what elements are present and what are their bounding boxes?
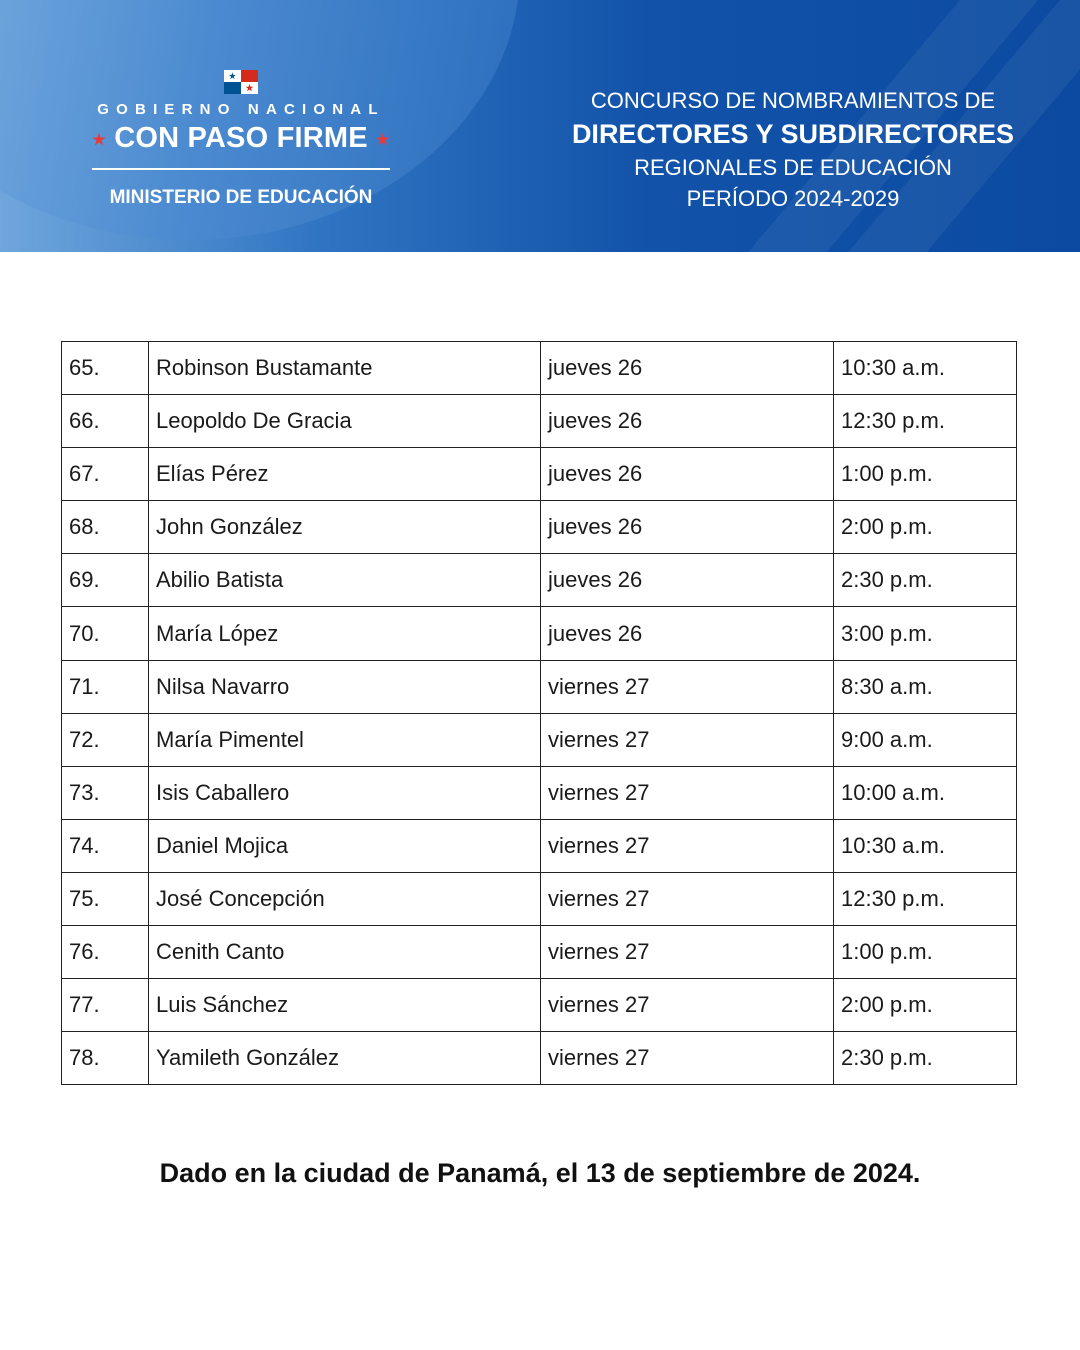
header-banner — [0, 0, 1080, 252]
schedule-table-body — [62, 342, 1017, 1085]
candidate-name: Luis Sánchez — [149, 979, 541, 1032]
table-row — [62, 607, 1017, 660]
page-title — [560, 86, 1026, 214]
interview-time: 12:30 p.m. — [834, 872, 1017, 925]
interview-day: viernes 27 — [541, 713, 834, 766]
candidate-name: Daniel Mojica — [149, 819, 541, 872]
candidate-name: Elías Pérez — [149, 448, 541, 501]
candidate-name: John González — [149, 501, 541, 554]
row-number: 75. — [62, 872, 149, 925]
table-row — [62, 448, 1017, 501]
title-line-4: PERÍODO 2024-2029 — [686, 186, 900, 211]
schedule-table — [61, 341, 1017, 1085]
row-number: 71. — [62, 660, 149, 713]
star-icon: ★ — [92, 131, 106, 149]
table-row — [62, 926, 1017, 979]
interview-day: jueves 26 — [541, 501, 834, 554]
row-number: 69. — [62, 554, 149, 607]
interview-day: jueves 26 — [541, 342, 834, 395]
table-row — [62, 342, 1017, 395]
footer-note: Dado en la ciudad de Panamá, el 13 de septiembre de 2024. — [159, 1158, 921, 1188]
logo-top-text: GOBIERNO NACIONAL — [97, 101, 385, 118]
table-row — [62, 1032, 1017, 1085]
interview-time: 8:30 a.m. — [834, 660, 1017, 713]
table-row — [62, 554, 1017, 607]
candidate-name: Isis Caballero — [149, 766, 541, 819]
interview-day: viernes 27 — [541, 872, 834, 925]
interview-day: viernes 27 — [541, 660, 834, 713]
interview-day: viernes 27 — [541, 979, 834, 1032]
interview-time: 2:30 p.m. — [834, 1032, 1017, 1085]
candidate-name: Cenith Canto — [149, 926, 541, 979]
table-row — [62, 819, 1017, 872]
title-line-1: CONCURSO DE NOMBRAMIENTOS DE — [590, 88, 996, 113]
interview-time: 10:30 a.m. — [834, 819, 1017, 872]
row-number: 77. — [62, 979, 149, 1032]
candidate-name: Abilio Batista — [149, 554, 541, 607]
table-row — [62, 713, 1017, 766]
interview-time: 10:00 a.m. — [834, 766, 1017, 819]
title-line-3: REGIONALES DE EDUCACIÓN — [634, 155, 952, 180]
interview-time: 2:30 p.m. — [834, 554, 1017, 607]
table-row — [62, 766, 1017, 819]
interview-time: 10:30 a.m. — [834, 342, 1017, 395]
row-number: 76. — [62, 926, 149, 979]
interview-time: 12:30 p.m. — [834, 395, 1017, 448]
panama-flag-icon — [224, 70, 258, 94]
logo-divider — [92, 168, 390, 170]
table-row — [62, 395, 1017, 448]
row-number: 65. — [62, 342, 149, 395]
interview-day: jueves 26 — [541, 554, 834, 607]
interview-time: 1:00 p.m. — [834, 926, 1017, 979]
interview-day: jueves 26 — [541, 448, 834, 501]
interview-time: 2:00 p.m. — [834, 979, 1017, 1032]
interview-day: viernes 27 — [541, 926, 834, 979]
table-row — [62, 501, 1017, 554]
candidate-name: Yamileth González — [149, 1032, 541, 1085]
title-line-2: DIRECTORES Y SUBDIRECTORES — [571, 119, 1015, 149]
interview-time: 9:00 a.m. — [834, 713, 1017, 766]
candidate-name: Nilsa Navarro — [149, 660, 541, 713]
candidate-name: María Pimentel — [149, 713, 541, 766]
row-number: 70. — [62, 607, 149, 660]
row-number: 68. — [62, 501, 149, 554]
row-number: 78. — [62, 1032, 149, 1085]
interview-day: viernes 27 — [541, 819, 834, 872]
interview-day: viernes 27 — [541, 766, 834, 819]
logo-main-label: CON PASO FIRME — [114, 122, 368, 154]
table-row — [62, 660, 1017, 713]
row-number: 67. — [62, 448, 149, 501]
candidate-name: María López — [149, 607, 541, 660]
table-row — [62, 872, 1017, 925]
interview-day: jueves 26 — [541, 607, 834, 660]
row-number: 73. — [62, 766, 149, 819]
candidate-name: Robinson Bustamante — [149, 342, 541, 395]
interview-time: 3:00 p.m. — [834, 607, 1017, 660]
candidate-name: Leopoldo De Gracia — [149, 395, 541, 448]
ministry-name: MINISTERIO DE EDUCACIÓN — [109, 187, 373, 208]
star-icon: ★ — [376, 131, 390, 149]
interview-time: 1:00 p.m. — [834, 448, 1017, 501]
logo-main-text — [92, 122, 390, 155]
row-number: 66. — [62, 395, 149, 448]
table-row — [62, 979, 1017, 1032]
row-number: 72. — [62, 713, 149, 766]
interview-day: viernes 27 — [541, 1032, 834, 1085]
interview-time: 2:00 p.m. — [834, 501, 1017, 554]
candidate-name: José Concepción — [149, 872, 541, 925]
row-number: 74. — [62, 819, 149, 872]
interview-day: jueves 26 — [541, 395, 834, 448]
